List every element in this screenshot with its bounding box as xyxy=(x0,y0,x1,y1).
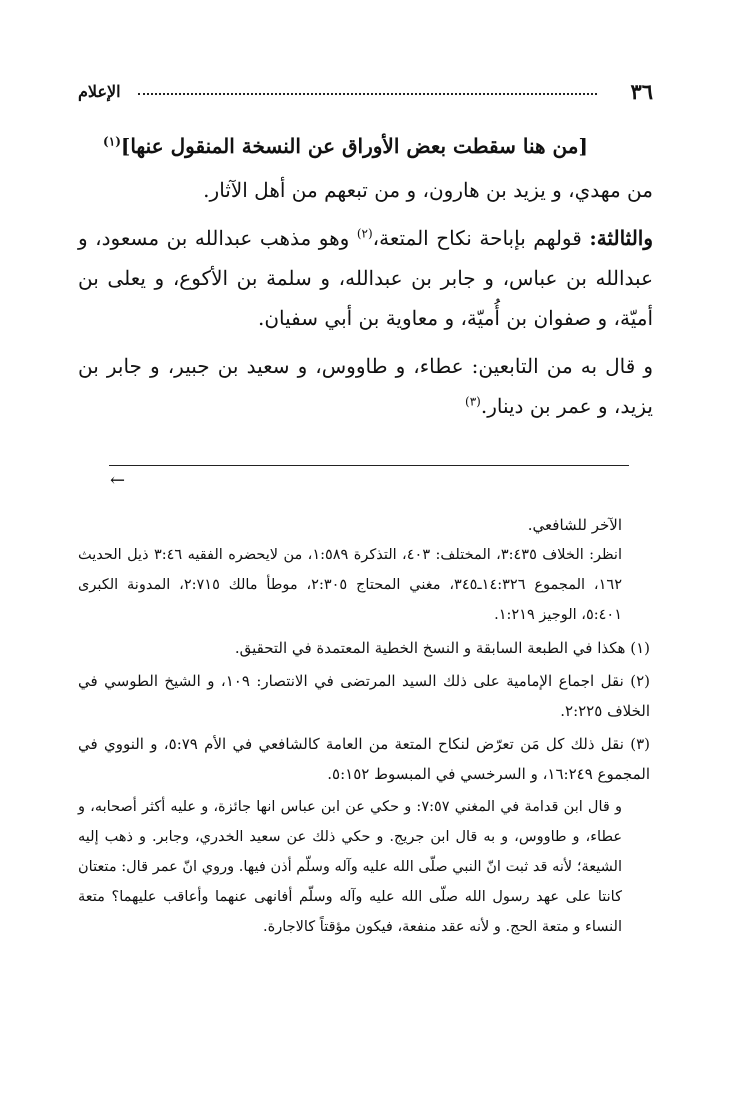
main-text xyxy=(78,126,653,426)
page-number: ٣٦ xyxy=(630,79,653,104)
footnote-separator xyxy=(109,465,629,466)
footnote-ref-1: (١) xyxy=(103,134,121,149)
paragraph-3-text: و قال به من التابعين: عطاء، و طاووس، و سعيد بن جبير، و جابر بن يزيد، و عمر بن دينار. xyxy=(78,354,653,418)
section-heading-text: [من هنا سقطت بعض الأوراق عن النسخة المنقول عنها] xyxy=(120,134,588,158)
footnote-1: (١) هكذا في الطبعة السابقة و النسخ الخطية المعتمدة في التحقيق. xyxy=(234,639,650,657)
footnote-ref-3: (٣) xyxy=(465,394,481,409)
continuation-arrow-icon: ← xyxy=(110,470,126,491)
footnote-3-continuation: و قال ابن قدامة في المغني ٧:٥٧: و حكي عن ابن عباس انها جائزة، و عليه أكثر أصحابه، و عطاء، و طاووس، و به قال ابن جريج. و حكي ذلك عن سعيد الخدري، وجابر. و ذهب إليه الشيعة؛ لأنه قد ثبت انّ النبي صلّى الله عليه وآله وسلّم أذن فيها. وروي انّ عمر قال: متعتان كانتا على عهد رسول الله صلّى الله عليه وآله وسلّم أفانهى عنهما وأعاقب عليهما؟ متعة النساء و متعة الحج. و لأنه عقد منفعة، فيكون مؤقتاً كالاجارة. xyxy=(78,799,622,935)
footnote-continuation-line: الآخر للشافعي. xyxy=(527,516,622,534)
footnote-3: (٣) نقل ذلك كل مَن تعرّض لنكاح المتعة من العامة كالشافعي في الأم ٥:٧٩، و النووي في المجموع ١٦:٢٤٩، و السرخسي في المبسوط ٥:١٥٢. xyxy=(78,735,651,783)
footnote-2: (٢) نقل اجماع الإمامية على ذلك السيد المرتضى في الانتصار: ١٠٩، و الشيخ الطوسي في الخلاف ٢:٢٢٥. xyxy=(78,672,650,720)
paragraph-3 xyxy=(78,346,653,426)
paragraph-2-text-b: وهو مذهب عبدالله بن مسعود، و عبدالله بن عباس، و جابر بن عبدالله، و سلمة بن الأكوع، و يعلى بن أميّة، و صفوان بن أُميّة، و معاوية بن أبي سفيان. xyxy=(78,226,653,330)
footnote-ref-2: (٢) xyxy=(356,226,373,241)
footnote-references: انظر: الخلاف ٣:٤٣٥، المختلف: ٤٠٣، التذكرة ١:٥٨٩، من لايحضره الفقيه ٣:٤٦ ذيل الحديث ١٦٢، المجموع ١٤:٣٢٦ـ٣٤٥، مغني المحتاج ٢:٣٠٥، موطأ مالك ٢:٧١٥، المدونة الكبرى ٥:٤٠١، الوجيز ١:٢١٩. xyxy=(78,547,622,623)
footnotes xyxy=(78,510,650,942)
paragraph-2-text-a: قولهم بإباحة نكاح المتعة، xyxy=(372,226,590,250)
paragraph-1: من مهدي، و يزيد بن هارون، و من تبعهم من أهل الآثار. xyxy=(203,178,653,202)
running-header xyxy=(78,78,653,108)
header-dotted-leader xyxy=(138,93,597,95)
paragraph-2 xyxy=(78,218,653,338)
paragraph-2-lead: والثالثة: xyxy=(589,226,653,250)
section-heading xyxy=(78,126,653,166)
running-title: الإعلام xyxy=(78,82,121,101)
